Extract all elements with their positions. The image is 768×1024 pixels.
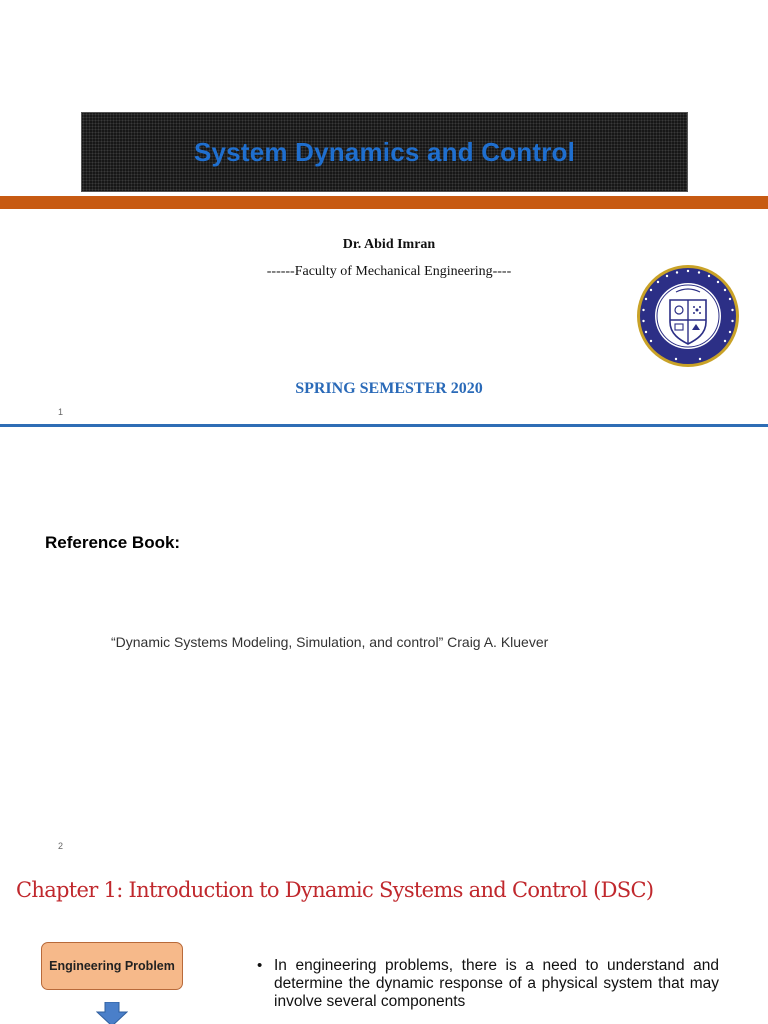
accent-bar <box>0 196 768 209</box>
reference-heading: Reference Book: <box>45 533 181 552</box>
title-banner <box>81 112 688 192</box>
chapter-slide <box>0 862 768 1024</box>
author-name: Dr. Abid Imran <box>342 237 436 252</box>
reference-book: “Dynamic Systems Modeling, Simulation, and control” Craig A. Kluever <box>111 634 549 650</box>
reference-slide <box>0 428 768 858</box>
engineering-problem-label: Engineering Problem <box>49 959 175 973</box>
bullet-text: In engineering problems, there is a need to understand and determine the dynamic response of a physical system that may involve several components <box>274 957 719 1010</box>
chapter-title: Chapter 1: Introduction to Dynamic Systems and Control (DSC) <box>16 878 654 902</box>
page-number: 1 <box>58 407 64 417</box>
slide-title: System Dynamics and Control <box>193 136 576 167</box>
slide-divider <box>0 424 768 427</box>
page-number: 2 <box>58 841 64 851</box>
down-arrow-icon <box>96 1002 128 1024</box>
faculty-line: ------Faculty of Mechanical Engineering---- <box>266 264 512 279</box>
bullet-item <box>257 957 719 1011</box>
engineering-problem-box <box>41 942 183 990</box>
semester-label: SPRING SEMESTER 2020 <box>295 380 483 397</box>
bullet-marker: • <box>257 957 263 974</box>
university-seal-icon <box>636 264 740 368</box>
title-slide <box>0 0 768 424</box>
